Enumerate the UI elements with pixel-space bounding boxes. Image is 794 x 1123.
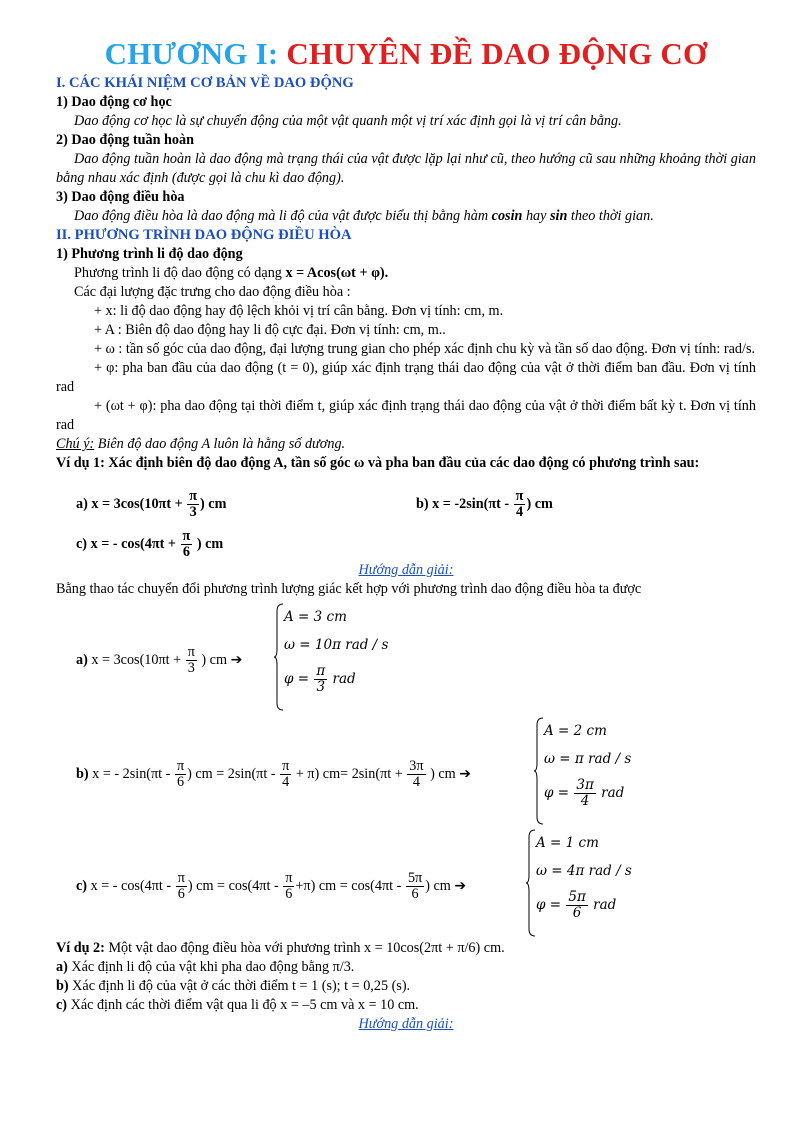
item-amplitude: + A : Biên độ dao động hay li độ cực đại. Đơn vị tính: cm, m.. <box>94 322 446 338</box>
system-phi <box>284 659 388 699</box>
text-fragment: Một vật dao động điều hòa với phương trình x = 10cos(2πt + π/6) cm. <box>104 940 505 956</box>
fraction-numerator: π <box>285 870 293 886</box>
item-label: a) <box>56 959 68 975</box>
note <box>56 435 756 454</box>
fraction-denominator: 6 <box>411 886 419 902</box>
equation-a <box>76 489 226 520</box>
system-amplitude: A = 3 cm <box>284 609 347 625</box>
equation-b <box>416 489 553 520</box>
text-fragment: theo thời gian. <box>567 208 654 224</box>
item-phi: + φ: pha ban đầu của dao động (t = 0), giúp xác định trạng thái dao động của vật ở thời điểm ban đầu. Đơn vị tính rad <box>56 360 756 395</box>
fraction-denominator: 4 <box>412 774 420 790</box>
example-2-statement <box>56 939 756 958</box>
example-2-item-c <box>56 996 756 1015</box>
document-page <box>56 36 756 1034</box>
text-fragment: Dao động điều hòa là dao động mà li độ của vật được biểu thị bằng hàm <box>74 208 492 224</box>
text-fragment: ) cm <box>426 765 460 782</box>
fraction-pi-over-6 <box>181 529 193 560</box>
section-heading-1: I. CÁC KHÁI NIỆM CƠ BẢN VỀ DAO ĐỘNG <box>56 75 354 91</box>
fraction-numerator: 5π <box>568 889 586 905</box>
text-fragment: ) cm <box>200 495 227 512</box>
fraction-denominator: 4 <box>580 793 590 809</box>
system-amplitude: A = 2 cm <box>544 723 607 739</box>
paragraph-harmonic-oscillation <box>56 207 756 226</box>
text-bold-cosin: cosin <box>491 208 523 224</box>
fraction-3pi-over-4 <box>574 778 595 809</box>
text-fragment: +π) cm = cos(4πt - <box>295 877 405 894</box>
fraction-pi-over-6 <box>175 759 186 790</box>
solution-label-b: b) <box>76 765 89 782</box>
text-fragment: ) cm = 2sin(πt - <box>187 765 280 782</box>
solution-heading-1: Hướng dẫn giải: <box>358 562 454 578</box>
fraction-denominator: 4 <box>516 504 524 520</box>
solution-b-equation <box>76 759 471 790</box>
title-part-chapter: CHƯƠNG I: <box>104 36 287 71</box>
example-2-label: Ví dụ 2: <box>56 940 105 956</box>
paragraph-periodic-oscillation: Dao động tuần hoàn là dao động mà trạng thái của vật được lặp lại như cũ, theo hướng cũ sau những khoảng thời gian bằng nhau xác định (được gọi là chu kì dao động). <box>56 151 756 186</box>
text-fragment: x = - 2sin(πt - <box>88 765 174 782</box>
solution-label-a: a) <box>76 651 88 668</box>
fraction-pi-over-4 <box>280 759 291 790</box>
fraction-pi-over-3 <box>186 645 197 676</box>
system-phi <box>536 885 632 925</box>
fraction-numerator: π <box>176 758 185 774</box>
fraction-denominator: 3 <box>189 504 197 520</box>
text-fragment: Phương trình li độ dao động có dạng <box>74 265 286 281</box>
left-brace-icon <box>274 603 284 711</box>
fraction-numerator: π <box>316 663 326 679</box>
fraction-numerator: π <box>187 644 195 660</box>
left-brace-icon <box>534 717 544 825</box>
section-heading-2: II. PHƯƠNG TRÌNH DAO ĐỘNG ĐIỀU HÒA <box>56 227 352 243</box>
system-amplitude: A = 1 cm <box>536 835 599 851</box>
subheading-harmonic-oscillation: 3) Dao động điều hòa <box>56 189 185 205</box>
fraction-denominator: 6 <box>176 774 185 790</box>
example-2-item-a <box>56 958 756 977</box>
solution-a-equation <box>76 645 242 676</box>
solution-heading-2: Hướng dẫn giải: <box>358 1016 454 1032</box>
text-fragment: rad <box>596 785 625 801</box>
page-title <box>56 36 756 72</box>
fraction-numerator: π <box>515 488 524 504</box>
fraction-numerator: π <box>182 528 191 544</box>
fraction-3pi-over-4 <box>407 759 425 790</box>
note-label: Chú ý: <box>56 436 95 452</box>
subheading-mechanical-oscillation: 1) Dao động cơ học <box>56 94 172 110</box>
system-omega: ω = 10π rad / s <box>284 637 389 653</box>
example-1-equations-ab <box>56 479 756 519</box>
fraction-pi-over-3 <box>187 489 199 520</box>
arrow-icon: ➔ <box>454 877 467 894</box>
text-fragment: φ = <box>536 897 566 913</box>
fraction-5pi-over-6 <box>406 871 424 902</box>
text-fragment: Xác định li độ của vật khi pha dao động bằng π/3. <box>67 959 355 975</box>
arrow-icon: ➔ <box>459 765 471 782</box>
text-fragment: φ = <box>544 785 574 801</box>
text-fragment: rad <box>328 671 356 687</box>
fraction-denominator: 6 <box>285 886 293 902</box>
text-fragment: Xác định li độ của vật ở các thời điểm t = 1 (s); t = 0,25 (s). <box>68 978 411 994</box>
solution-b-system <box>534 717 631 813</box>
arrow-icon: ➔ <box>230 651 243 668</box>
text-fragment: φ = <box>284 671 314 687</box>
equation-general: x = Acos(ωt + φ). <box>285 265 389 281</box>
fraction-denominator: 6 <box>182 544 190 560</box>
item-phase: + (ωt + φ): pha dao động tại thời điểm t, giúp xác định trạng thái dao động của vật ở thời điểm bất kỳ t. Đơn vị tính rad <box>56 398 756 433</box>
solution-a-system <box>274 603 388 699</box>
fraction-numerator: π <box>189 488 198 504</box>
paragraph-mechanical-oscillation: Dao động cơ học là sự chuyển động của một vật quanh một vị trí xác định gọi là vị trí cân bằng. <box>74 113 622 129</box>
system-phi <box>544 773 631 813</box>
paragraph-quantities-intro: Các đại lượng đặc trưng cho dao động điều hòa : <box>74 284 351 300</box>
solution-c-equation <box>76 871 466 902</box>
solution-a <box>56 599 756 717</box>
text-fragment: rad <box>588 897 617 913</box>
fraction-pi-over-6 <box>176 871 187 902</box>
item-omega: + ω : tần số góc của dao động, đại lượng trung gian cho phép xác định chu kỳ và tần số dao động. Đơn vị tính: rad/s. <box>94 341 756 357</box>
fraction-denominator: 3 <box>316 679 326 695</box>
equation-c <box>76 529 223 560</box>
text-fragment: ) cm <box>425 877 455 894</box>
solution-intro: Bằng thao tác chuyển đổi phương trình lượng giác kết hợp với phương trình dao động điều hòa ta được <box>56 581 642 597</box>
fraction-denominator: 6 <box>572 905 582 921</box>
solution-c-system <box>526 829 632 925</box>
text-fragment: ) cm <box>197 651 231 668</box>
fraction-numerator: 3π <box>409 758 424 774</box>
solution-b <box>56 717 756 829</box>
item-label: b) <box>56 978 69 994</box>
fraction-denominator: 4 <box>282 774 290 790</box>
fraction-pi-over-4 <box>514 489 526 520</box>
solution-label-c: c) <box>76 877 88 894</box>
fraction-denominator: 3 <box>187 660 195 676</box>
fraction-numerator: π <box>177 870 185 886</box>
text-fragment: Xác định các thời điểm vật qua li độ x = –5 cm và x = 10 cm. <box>67 997 419 1013</box>
text-fragment: hay <box>522 208 550 224</box>
left-brace-icon <box>526 829 536 937</box>
fraction-pi-over-3 <box>314 664 327 695</box>
item-label: c) <box>56 997 68 1013</box>
example-1-title: Ví dụ 1: Xác định biên độ dao động A, tần số góc ω và pha ban đầu của các dao động có phương trình sau: <box>56 455 700 471</box>
text-fragment: a) x = 3cos(10πt + <box>76 495 187 512</box>
paragraph-equation-form <box>56 264 756 283</box>
title-part-topic: CHUYÊN ĐỀ DAO ĐỘNG CƠ <box>286 36 708 71</box>
example-1-equation-c <box>56 519 756 561</box>
subheading-periodic-oscillation: 2) Dao động tuần hoàn <box>56 132 194 148</box>
note-text: Biên độ dao động A luôn là hằng số dương. <box>94 436 346 452</box>
subheading-displacement-equation: 1) Phương trình li độ dao động <box>56 246 243 262</box>
text-fragment: c) x = - cos(4πt + <box>76 535 180 552</box>
text-fragment: x = 3cos(10πt + <box>87 651 185 668</box>
text-bold-sin: sin <box>550 208 568 224</box>
example-2-item-b <box>56 977 756 996</box>
text-fragment: ) cm <box>193 535 224 552</box>
text-fragment: ) cm <box>526 495 553 512</box>
item-x: + x: li độ dao động hay độ lệch khỏi vị trí cân bằng. Đơn vị tính: cm, m. <box>94 303 504 319</box>
system-omega: ω = 4π rad / s <box>536 863 632 879</box>
text-fragment: + π) cm= 2sin(πt + <box>292 765 407 782</box>
fraction-pi-over-6 <box>283 871 294 902</box>
fraction-numerator: 3π <box>576 777 594 793</box>
fraction-denominator: 6 <box>177 886 185 902</box>
system-omega: ω = π rad / s <box>544 751 632 767</box>
fraction-5pi-over-6 <box>566 890 587 921</box>
fraction-numerator: π <box>282 758 290 774</box>
solution-c <box>56 829 756 937</box>
fraction-numerator: 5π <box>407 870 423 886</box>
text-fragment: b) x = -2sin(πt - <box>416 495 513 512</box>
text-fragment: x = - cos(4πt - <box>87 877 175 894</box>
text-fragment: ) cm = cos(4πt - <box>187 877 283 894</box>
